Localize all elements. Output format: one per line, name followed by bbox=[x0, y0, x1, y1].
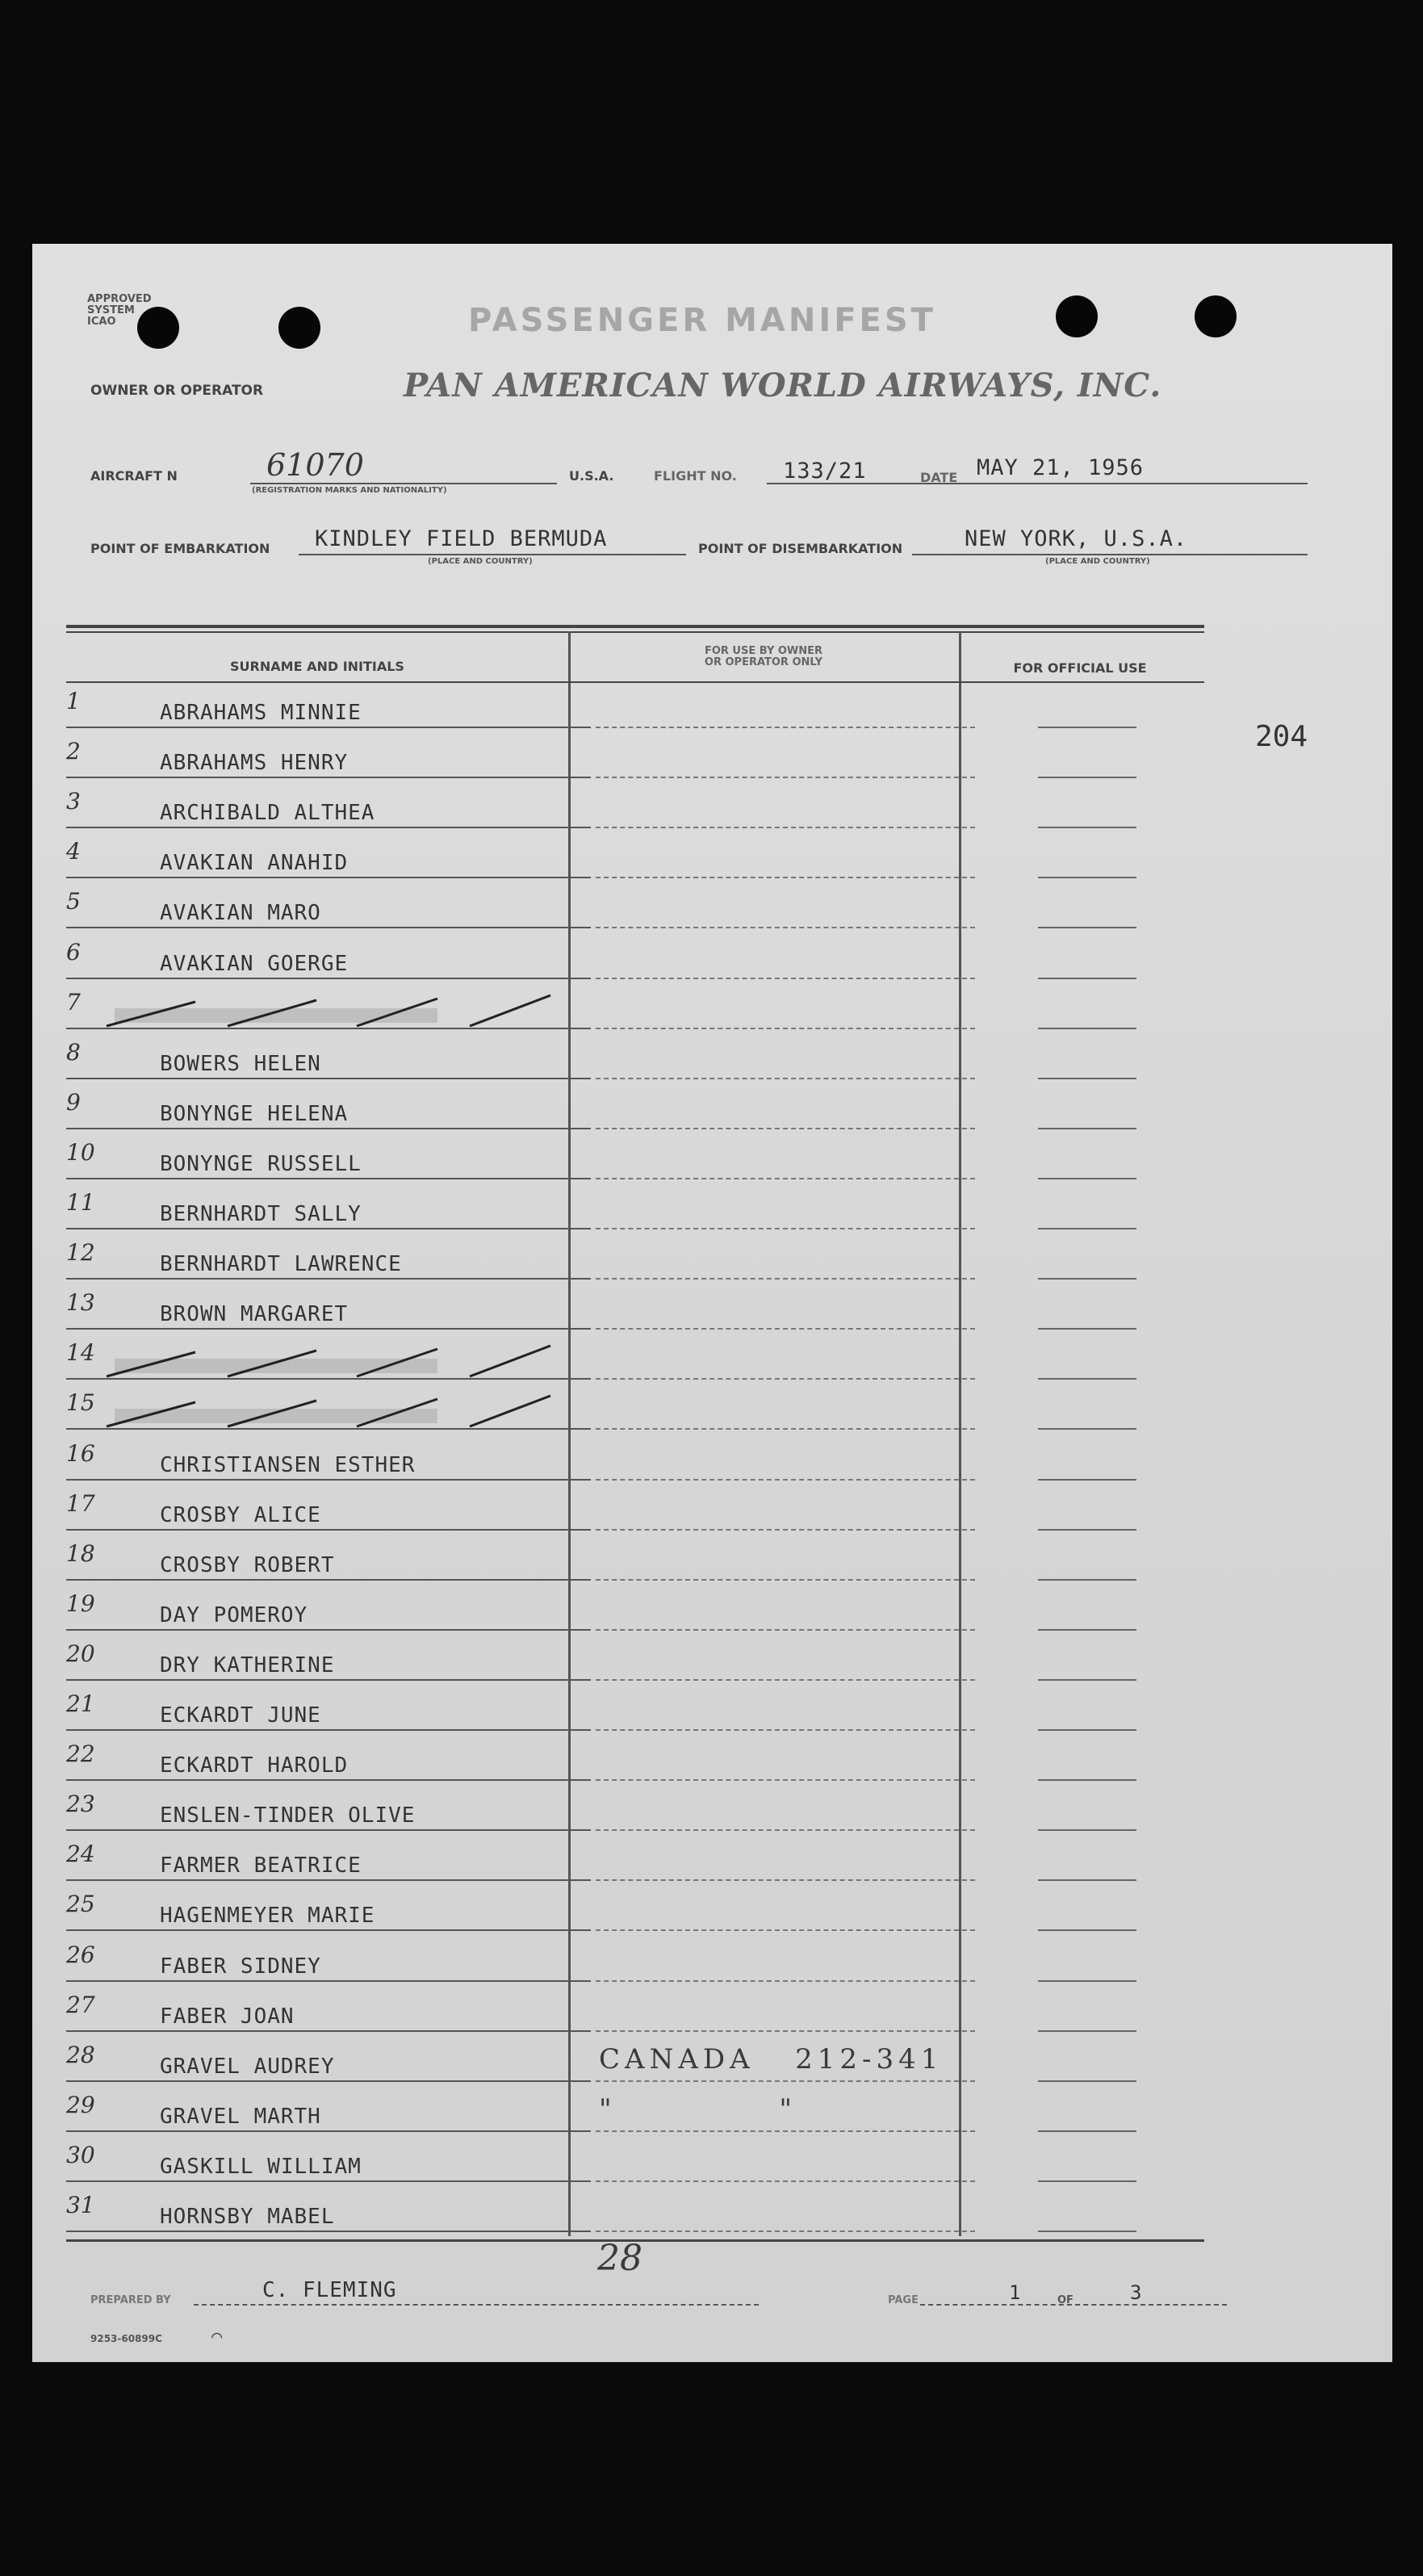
table-row bbox=[66, 2138, 1204, 2189]
official-use-rule bbox=[1038, 2080, 1136, 2082]
row-number: 31 bbox=[66, 2192, 95, 2218]
row-number: 4 bbox=[66, 838, 81, 865]
official-use-rule bbox=[1038, 1829, 1136, 1831]
row-number: 19 bbox=[66, 1590, 95, 1617]
aircraft-value: 61070 bbox=[266, 447, 364, 483]
row-rule bbox=[66, 1128, 591, 1129]
row-number: 8 bbox=[66, 1038, 81, 1066]
airline-name: PAN AMERICAN WORLD AIRWAYS, INC. bbox=[404, 367, 1162, 404]
owner-use-rule bbox=[596, 1078, 975, 1079]
row-number: 20 bbox=[66, 1640, 95, 1667]
official-use-rule bbox=[1038, 1929, 1136, 1931]
passenger-name: DRY KATHERINE bbox=[160, 1652, 335, 1678]
row-number: 27 bbox=[66, 1991, 95, 2018]
row-rule bbox=[66, 1879, 591, 1881]
row-number: 25 bbox=[66, 1891, 95, 1918]
row-rule bbox=[66, 1529, 591, 1531]
owner-use-rule bbox=[596, 1779, 975, 1781]
table-row bbox=[66, 1887, 1204, 1937]
page-value: 1 bbox=[1009, 2281, 1022, 2304]
of-label: OF bbox=[1057, 2294, 1074, 2306]
table-row bbox=[66, 1036, 1204, 1086]
official-use-rule bbox=[1038, 827, 1136, 828]
punch-hole bbox=[1195, 295, 1237, 337]
header-rule bbox=[66, 681, 1204, 683]
row-number: 11 bbox=[66, 1189, 95, 1216]
flight-label: FLIGHT NO. bbox=[654, 468, 737, 484]
prepared-label: PREPARED BY bbox=[90, 2294, 171, 2306]
passenger-name: GRAVEL MARTH bbox=[160, 2104, 321, 2129]
table-row bbox=[66, 2088, 1204, 2138]
owner-use-rule bbox=[596, 1879, 975, 1881]
passenger-name: ECKARDT HAROLD bbox=[160, 1753, 349, 1778]
date-underline bbox=[767, 483, 1308, 484]
strikeout-marks bbox=[98, 1344, 615, 1380]
side-number: 204 bbox=[1255, 720, 1308, 753]
row-rule bbox=[66, 1078, 591, 1079]
owner-use-rule bbox=[596, 1529, 975, 1531]
owner-use-rule bbox=[596, 2130, 975, 2132]
disembark-label: POINT OF DISEMBARKATION bbox=[698, 541, 903, 556]
approval-note: APPROVED SYSTEM ICAO bbox=[87, 293, 152, 328]
official-use-rule bbox=[1038, 1679, 1136, 1681]
owner-use-rule bbox=[596, 1328, 975, 1330]
manifest-sheet bbox=[32, 244, 1392, 2362]
embark-sublabel: (PLACE AND COUNTRY) bbox=[428, 557, 533, 566]
row-rule bbox=[66, 1679, 591, 1681]
strikeout-marks bbox=[98, 1394, 615, 1430]
row-number: 17 bbox=[66, 1489, 95, 1517]
official-use-rule bbox=[1038, 1278, 1136, 1280]
row-number: 7 bbox=[66, 988, 81, 1016]
punch-hole bbox=[1056, 295, 1098, 337]
owner-use-rule bbox=[596, 1178, 975, 1179]
row-number: 22 bbox=[66, 1740, 95, 1768]
prepared-underline bbox=[194, 2304, 759, 2306]
of-value: 3 bbox=[1130, 2281, 1143, 2304]
flight-value: 133/21 bbox=[783, 459, 867, 484]
official-use-rule bbox=[1038, 1980, 1136, 1982]
table-row bbox=[66, 835, 1204, 885]
owner-use-rule bbox=[596, 927, 975, 928]
row-number: 24 bbox=[66, 1841, 95, 1868]
owner-use-rule bbox=[596, 1128, 975, 1129]
table-top-rule-2 bbox=[66, 631, 1204, 633]
page-label: PAGE bbox=[888, 2294, 919, 2306]
row-number: 1 bbox=[66, 688, 81, 714]
row-rule bbox=[66, 2030, 591, 2032]
total-count: 28 bbox=[597, 2238, 642, 2279]
official-use-rule bbox=[1038, 1779, 1136, 1781]
owner-use-rule bbox=[596, 1028, 975, 1029]
embark-label: POINT OF EMBARKATION bbox=[90, 541, 270, 556]
official-use-rule bbox=[1038, 777, 1136, 778]
row-rule bbox=[66, 978, 591, 979]
owner-use-rule bbox=[596, 1679, 975, 1681]
passenger-name: BERNHARDT LAWRENCE bbox=[160, 1252, 402, 1277]
row-rule bbox=[66, 1228, 591, 1229]
official-use-rule bbox=[1038, 1529, 1136, 1531]
official-use-rule bbox=[1038, 2180, 1136, 2182]
col-surname-header: SURNAME AND INITIALS bbox=[230, 659, 404, 674]
owner-use-rule bbox=[596, 777, 975, 778]
official-use-rule bbox=[1038, 978, 1136, 979]
official-use-rule bbox=[1038, 1428, 1136, 1430]
page-title: PASSENGER MANIFEST bbox=[468, 302, 936, 339]
official-use-rule bbox=[1038, 1579, 1136, 1581]
table-row bbox=[66, 1487, 1204, 1537]
table-row bbox=[66, 1286, 1204, 1336]
row-rule bbox=[66, 1779, 591, 1781]
passenger-name: FARMER BEATRICE bbox=[160, 1853, 362, 1879]
official-use-rule bbox=[1038, 927, 1136, 928]
official-use-rule bbox=[1038, 1879, 1136, 1881]
row-number: 30 bbox=[66, 2141, 95, 2168]
table-row bbox=[66, 885, 1204, 935]
aircraft-sublabel: (REGISTRATION MARKS AND NATIONALITY) bbox=[252, 486, 447, 495]
row-rule bbox=[66, 827, 591, 828]
table-row bbox=[66, 2038, 1204, 2088]
owner-use-rule bbox=[596, 827, 975, 828]
table-row bbox=[66, 986, 1204, 1036]
official-use-rule bbox=[1038, 1128, 1136, 1129]
table-row bbox=[66, 1938, 1204, 1988]
row-rule bbox=[66, 777, 591, 778]
row-rule bbox=[66, 2130, 591, 2132]
passenger-name: AVAKIAN MARO bbox=[160, 901, 321, 926]
passenger-name: BOWERS HELEN bbox=[160, 1051, 321, 1076]
passenger-name: HAGENMEYER MARIE bbox=[160, 1904, 375, 1929]
table-row bbox=[66, 685, 1204, 735]
row-rule bbox=[66, 1278, 591, 1280]
owner-use-rule bbox=[596, 978, 975, 979]
official-use-rule bbox=[1038, 1378, 1136, 1380]
passenger-name: FABER JOAN bbox=[160, 2004, 295, 2029]
row-number: 18 bbox=[66, 1539, 95, 1567]
passenger-name: CHRISTIANSEN ESTHER bbox=[160, 1452, 416, 1477]
official-use-rule bbox=[1038, 2030, 1136, 2032]
table-row bbox=[66, 936, 1204, 986]
row-number: 2 bbox=[66, 738, 81, 765]
passenger-name: HORNSBY MABEL bbox=[160, 2205, 335, 2229]
table-row bbox=[66, 1236, 1204, 1286]
passenger-name: ABRAHAMS HENRY bbox=[160, 751, 349, 776]
owner-label: OWNER OR OPERATOR bbox=[90, 383, 264, 399]
row-number: 12 bbox=[66, 1239, 95, 1267]
row-number: 3 bbox=[66, 788, 81, 815]
passenger-name: ARCHIBALD ALTHEA bbox=[160, 801, 375, 826]
row-number: 26 bbox=[66, 1941, 95, 1968]
row-rule bbox=[66, 727, 591, 728]
table-row bbox=[66, 785, 1204, 835]
embark-underline bbox=[299, 554, 686, 555]
owner-use-rule bbox=[596, 1579, 975, 1581]
passenger-name: ENSLEN-TINDER OLIVE bbox=[160, 1803, 416, 1828]
row-number: 14 bbox=[66, 1339, 95, 1367]
row-rule bbox=[66, 2180, 591, 2182]
passenger-name: CROSBY ALICE bbox=[160, 1502, 321, 1527]
table-row bbox=[66, 1837, 1204, 1887]
passenger-name: BONYNGE HELENA bbox=[160, 1101, 349, 1126]
row-number: 10 bbox=[66, 1138, 95, 1166]
official-use-rule bbox=[1038, 2130, 1136, 2132]
owner-use-rule bbox=[596, 1929, 975, 1931]
owner-use-rule bbox=[596, 1228, 975, 1229]
embark-value: KINDLEY FIELD BERMUDA bbox=[315, 526, 608, 551]
row-rule bbox=[66, 877, 591, 878]
row-number: 6 bbox=[66, 938, 81, 965]
row-rule bbox=[66, 927, 591, 928]
table-row bbox=[66, 1086, 1204, 1136]
passenger-name: CROSBY ROBERT bbox=[160, 1552, 335, 1577]
table-row bbox=[66, 735, 1204, 785]
table-top-rule bbox=[66, 625, 1204, 628]
official-use-rule bbox=[1038, 1729, 1136, 1731]
strikeout-marks bbox=[98, 994, 615, 1029]
table-row bbox=[66, 1687, 1204, 1737]
row-number: 13 bbox=[66, 1289, 95, 1317]
owner-use-rule bbox=[596, 2030, 975, 2032]
row-rule bbox=[66, 1479, 591, 1481]
row-number: 15 bbox=[66, 1389, 95, 1417]
printer-mark-icon: ⌒ bbox=[211, 2327, 223, 2347]
disembark-sublabel: (PLACE AND COUNTRY) bbox=[1045, 557, 1150, 566]
official-use-rule bbox=[1038, 1629, 1136, 1631]
table-row bbox=[66, 1587, 1204, 1637]
table-row bbox=[66, 2189, 1204, 2239]
row-number: 5 bbox=[66, 888, 81, 915]
aircraft-label: AIRCRAFT N bbox=[90, 468, 178, 484]
row-rule bbox=[66, 1579, 591, 1581]
row-number: 9 bbox=[66, 1088, 81, 1116]
table-row bbox=[66, 1336, 1204, 1386]
official-use-rule bbox=[1038, 1328, 1136, 1330]
official-use-rule bbox=[1038, 1078, 1136, 1079]
table-row bbox=[66, 1737, 1204, 1787]
passenger-name: BONYNGE RUSSELL bbox=[160, 1151, 362, 1176]
owner-use-rule bbox=[596, 2230, 975, 2232]
owner-use-rule bbox=[596, 1278, 975, 1280]
owner-use-rule bbox=[596, 1629, 975, 1631]
row-rule bbox=[66, 1980, 591, 1982]
passenger-table bbox=[66, 625, 1204, 2239]
row-rule bbox=[66, 1729, 591, 1731]
table-row bbox=[66, 1787, 1204, 1837]
owner-use-rule bbox=[596, 1428, 975, 1430]
owner-use-rule bbox=[596, 1980, 975, 1982]
disembark-value: NEW YORK, U.S.A. bbox=[965, 526, 1188, 551]
row-rule bbox=[66, 2230, 591, 2232]
col-official-header: FOR OFFICIAL USE bbox=[1013, 660, 1147, 676]
row-number: 21 bbox=[66, 1690, 95, 1717]
table-row bbox=[66, 1186, 1204, 1236]
row-rule bbox=[66, 2080, 591, 2082]
table-row bbox=[66, 1437, 1204, 1487]
date-label: DATE bbox=[920, 470, 958, 485]
form-number: 9253-60899C bbox=[90, 2333, 162, 2344]
passenger-name: BROWN MARGARET bbox=[160, 1302, 349, 1327]
owner-use-rule bbox=[596, 1829, 975, 1831]
row-number: 28 bbox=[66, 2041, 95, 2068]
passenger-name: DAY POMEROY bbox=[160, 1602, 308, 1627]
row-rule bbox=[66, 1328, 591, 1330]
row-rule bbox=[66, 1178, 591, 1179]
passenger-name: FABER SIDNEY bbox=[160, 1954, 321, 1979]
col-owner-header: FOR USE BY OWNER OR OPERATOR ONLY bbox=[704, 645, 823, 668]
passenger-name: ECKARDT JUNE bbox=[160, 1703, 321, 1728]
owner-use-rule bbox=[596, 1729, 975, 1731]
passenger-name: AVAKIAN GOERGE bbox=[160, 951, 349, 976]
owner-use-rule bbox=[596, 2080, 975, 2082]
punch-hole bbox=[278, 307, 320, 349]
official-use-rule bbox=[1038, 1228, 1136, 1229]
page-underline bbox=[920, 2304, 1227, 2306]
official-use-rule bbox=[1038, 1028, 1136, 1029]
official-use-rule bbox=[1038, 1479, 1136, 1481]
table-row bbox=[66, 1537, 1204, 1587]
official-use-rule bbox=[1038, 1178, 1136, 1179]
owner-use-rule bbox=[596, 1378, 975, 1380]
disembark-underline bbox=[912, 554, 1308, 555]
row-number: 23 bbox=[66, 1791, 95, 1818]
row-number: 29 bbox=[66, 2091, 95, 2118]
passenger-name: GASKILL WILLIAM bbox=[160, 2154, 362, 2179]
owner-use-rule bbox=[596, 877, 975, 878]
row-rule bbox=[66, 1929, 591, 1931]
passenger-name: BERNHARDT SALLY bbox=[160, 1202, 362, 1226]
table-row bbox=[66, 1988, 1204, 2038]
official-use-rule bbox=[1038, 2230, 1136, 2232]
owner-use-rule bbox=[596, 2180, 975, 2182]
passenger-name: AVAKIAN ANAHID bbox=[160, 851, 349, 876]
row-rule bbox=[66, 1829, 591, 1831]
passenger-name: ABRAHAMS MINNIE bbox=[160, 701, 362, 725]
table-row bbox=[66, 1637, 1204, 1687]
owner-use-rule bbox=[596, 1479, 975, 1481]
owner-use-note: " " bbox=[599, 2092, 797, 2126]
table-row bbox=[66, 1386, 1204, 1436]
usa-label: U.S.A. bbox=[569, 468, 614, 484]
row-number: 16 bbox=[66, 1439, 95, 1467]
row-rule bbox=[66, 1629, 591, 1631]
owner-use-rule bbox=[596, 727, 975, 728]
aircraft-underline bbox=[250, 483, 557, 484]
prepared-value: C. FLEMING bbox=[262, 2278, 397, 2302]
passenger-name: GRAVEL AUDREY bbox=[160, 2054, 335, 2079]
official-use-rule bbox=[1038, 727, 1136, 728]
table-row bbox=[66, 1136, 1204, 1186]
owner-use-note: CANADA 212-341 bbox=[599, 2042, 944, 2075]
date-value: MAY 21, 1956 bbox=[977, 455, 1145, 480]
official-use-rule bbox=[1038, 877, 1136, 878]
